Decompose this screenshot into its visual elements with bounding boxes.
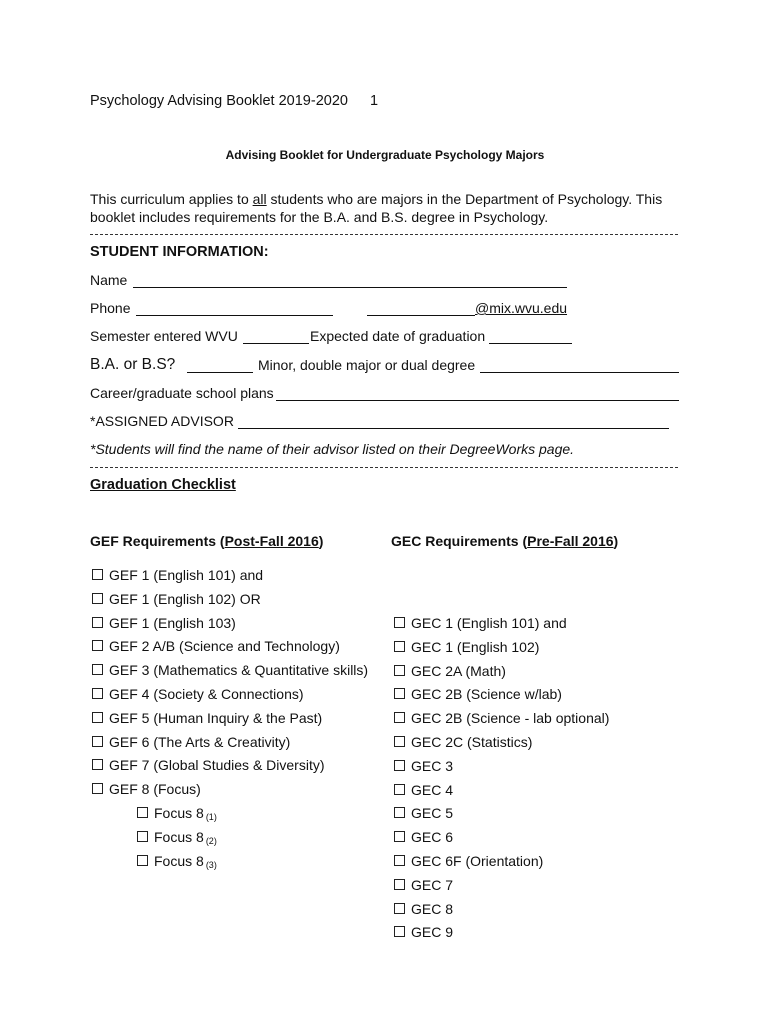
divider bbox=[90, 467, 678, 468]
checklist-item-label: GEF 1 (English 103) bbox=[109, 614, 236, 631]
gec-heading-suffix: ) bbox=[613, 533, 619, 549]
checkbox[interactable] bbox=[137, 807, 148, 818]
checkbox[interactable] bbox=[394, 736, 405, 747]
gef-item bbox=[92, 638, 340, 654]
career-label: Career/graduate school plans bbox=[90, 385, 274, 401]
page-number: 1 bbox=[370, 93, 379, 109]
gef-heading-suffix: ) bbox=[318, 533, 324, 549]
checkbox[interactable] bbox=[394, 903, 405, 914]
gec-item bbox=[394, 639, 539, 655]
checklist-item-label: GEC 2A (Math) bbox=[411, 662, 506, 679]
graduation-checklist-heading: Graduation Checklist bbox=[90, 477, 236, 493]
gef-heading bbox=[90, 533, 323, 549]
checkbox[interactable] bbox=[394, 926, 405, 937]
page-header bbox=[90, 93, 378, 109]
gef-item bbox=[92, 781, 201, 797]
checklist-item-label: GEC 1 (English 102) bbox=[411, 638, 540, 655]
checklist-item-label: GEF 4 (Society & Connections) bbox=[109, 686, 304, 702]
advisor-label: *ASSIGNED ADVISOR bbox=[90, 413, 234, 429]
semester-field[interactable] bbox=[243, 343, 309, 344]
student-info-heading: STUDENT INFORMATION: bbox=[90, 244, 269, 260]
gec-heading bbox=[391, 533, 618, 549]
checklist-item-label: GEC 8 bbox=[411, 900, 454, 917]
advisor-field[interactable] bbox=[238, 428, 669, 429]
checklist-item-label: GEC 5 bbox=[411, 805, 454, 822]
checklist-item-label: GEC 3 bbox=[411, 757, 454, 774]
checklist-item-label: GEC 1 (English 101) and bbox=[411, 615, 567, 631]
checklist-item-label: GEF 6 (The Arts & Creativity) bbox=[109, 733, 291, 750]
phone-field[interactable] bbox=[136, 315, 333, 316]
gec-item bbox=[394, 686, 562, 702]
checklist-item-label: GEF 3 (Mathematics & Quantitative skills) bbox=[109, 662, 369, 679]
header-text: Psychology Advising Booklet 2019-2020 bbox=[90, 93, 348, 109]
gef-item bbox=[92, 710, 322, 726]
checkbox[interactable] bbox=[394, 665, 405, 676]
gec-item bbox=[394, 853, 543, 869]
checkbox[interactable] bbox=[92, 664, 103, 675]
checkbox[interactable] bbox=[394, 831, 405, 842]
phone-label: Phone bbox=[90, 300, 131, 316]
gef-item bbox=[92, 567, 263, 583]
checklist-item-label: GEC 6 bbox=[411, 829, 454, 846]
gec-item bbox=[394, 829, 453, 845]
focus-number: (3) bbox=[205, 859, 217, 870]
intro-text-2: students who are majors in the Department of Psychology. This booklet includes requirements for the B.A. and B.S. degree in Psychology. bbox=[90, 191, 663, 225]
checkbox[interactable] bbox=[92, 712, 103, 723]
checkbox[interactable] bbox=[394, 879, 405, 890]
checklist-item-label: Focus 8 bbox=[154, 805, 204, 821]
focus-item bbox=[137, 829, 217, 846]
checkbox[interactable] bbox=[92, 617, 103, 628]
checklist-item-label: GEC 9 bbox=[411, 924, 454, 941]
email-domain: @mix.wvu.edu bbox=[475, 300, 568, 316]
checkbox[interactable] bbox=[394, 617, 405, 628]
gec-item bbox=[394, 805, 453, 821]
checkbox[interactable] bbox=[137, 831, 148, 842]
checklist-item-label: GEF 5 (Human Inquiry & the Past) bbox=[109, 709, 323, 726]
graduation-label: Expected date of graduation bbox=[310, 328, 486, 344]
gec-heading-prefix: GEC Requirements ( bbox=[391, 533, 528, 549]
checkbox[interactable] bbox=[92, 569, 103, 580]
gec-item bbox=[394, 734, 532, 750]
checkbox[interactable] bbox=[394, 712, 405, 723]
intro-underlined: all bbox=[252, 191, 267, 207]
checkbox[interactable] bbox=[394, 688, 405, 699]
checkbox[interactable] bbox=[394, 807, 405, 818]
checklist-item-label: GEF 2 A/B (Science and Technology) bbox=[109, 638, 340, 655]
gef-item bbox=[92, 662, 368, 678]
gec-heading-term: Pre-Fall 2016 bbox=[527, 533, 614, 549]
graduation-field[interactable] bbox=[489, 343, 572, 344]
checklist-item-label: GEF 1 (English 102) OR bbox=[109, 590, 261, 607]
focus-number: (2) bbox=[205, 835, 217, 846]
advisor-note: *Students will find the name of their advisor listed on their DegreeWorks page. bbox=[90, 441, 575, 457]
gef-item bbox=[92, 757, 325, 773]
focus-item bbox=[137, 805, 217, 822]
checklist-item-label: GEC 4 bbox=[411, 781, 454, 798]
minor-label: Minor, double major or dual degree bbox=[258, 357, 476, 373]
gec-item bbox=[394, 901, 453, 917]
checklist-item-label: GEC 2C (Statistics) bbox=[411, 734, 533, 750]
intro-paragraph bbox=[90, 191, 690, 226]
degree-label: B.A. or B.S? bbox=[90, 356, 176, 373]
checkbox[interactable] bbox=[92, 759, 103, 770]
checklist-item-label: Focus 8 bbox=[154, 828, 204, 845]
gec-item bbox=[394, 615, 567, 631]
career-field[interactable] bbox=[276, 400, 679, 401]
checklist-item-label: GEF 7 (Global Studies & Diversity) bbox=[109, 757, 325, 774]
divider bbox=[90, 234, 678, 235]
minor-field[interactable] bbox=[480, 372, 679, 373]
email-field[interactable] bbox=[367, 315, 475, 316]
gec-item bbox=[394, 710, 609, 726]
checkbox[interactable] bbox=[394, 784, 405, 795]
checkbox[interactable] bbox=[92, 640, 103, 651]
gec-item bbox=[394, 758, 453, 774]
focus-number: (1) bbox=[205, 812, 217, 822]
checkbox[interactable] bbox=[394, 855, 405, 866]
gec-item bbox=[394, 924, 453, 940]
focus-item bbox=[137, 853, 217, 870]
semester-label: Semester entered WVU bbox=[90, 328, 238, 344]
checklist-item-label: GEC 7 bbox=[411, 876, 454, 893]
gef-heading-term: Post-Fall 2016 bbox=[224, 533, 319, 549]
gef-item bbox=[92, 686, 304, 702]
checkbox[interactable] bbox=[394, 641, 405, 652]
checkbox[interactable] bbox=[92, 688, 103, 699]
checklist-item-label: Focus 8 bbox=[154, 852, 204, 869]
gef-item bbox=[92, 734, 290, 750]
gec-item bbox=[394, 877, 453, 893]
checkbox[interactable] bbox=[92, 783, 103, 794]
gec-item bbox=[394, 663, 506, 679]
gef-item bbox=[92, 615, 236, 631]
checkbox[interactable] bbox=[137, 855, 148, 866]
gef-item bbox=[92, 591, 261, 607]
checkbox[interactable] bbox=[92, 593, 103, 604]
gec-item bbox=[394, 782, 453, 798]
checklist-item-label: GEF 1 (English 101) and bbox=[109, 567, 264, 583]
name-label: Name bbox=[90, 272, 128, 288]
checklist-item-label: GEF 8 (Focus) bbox=[109, 781, 201, 798]
checkbox[interactable] bbox=[92, 736, 103, 747]
gef-heading-prefix: GEF Requirements ( bbox=[90, 533, 225, 549]
checklist-item-label: GEC 6F (Orientation) bbox=[411, 853, 544, 869]
name-field[interactable] bbox=[133, 287, 567, 288]
degree-field[interactable] bbox=[187, 372, 253, 373]
intro-text-1: This curriculum applies to bbox=[90, 191, 253, 207]
checkbox[interactable] bbox=[394, 760, 405, 771]
checklist-item-label: GEC 2B (Science - lab optional) bbox=[411, 710, 610, 727]
checklist-item-label: GEC 2B (Science w/lab) bbox=[411, 686, 562, 703]
document-title: Advising Booklet for Undergraduate Psychology Majors bbox=[225, 148, 545, 162]
